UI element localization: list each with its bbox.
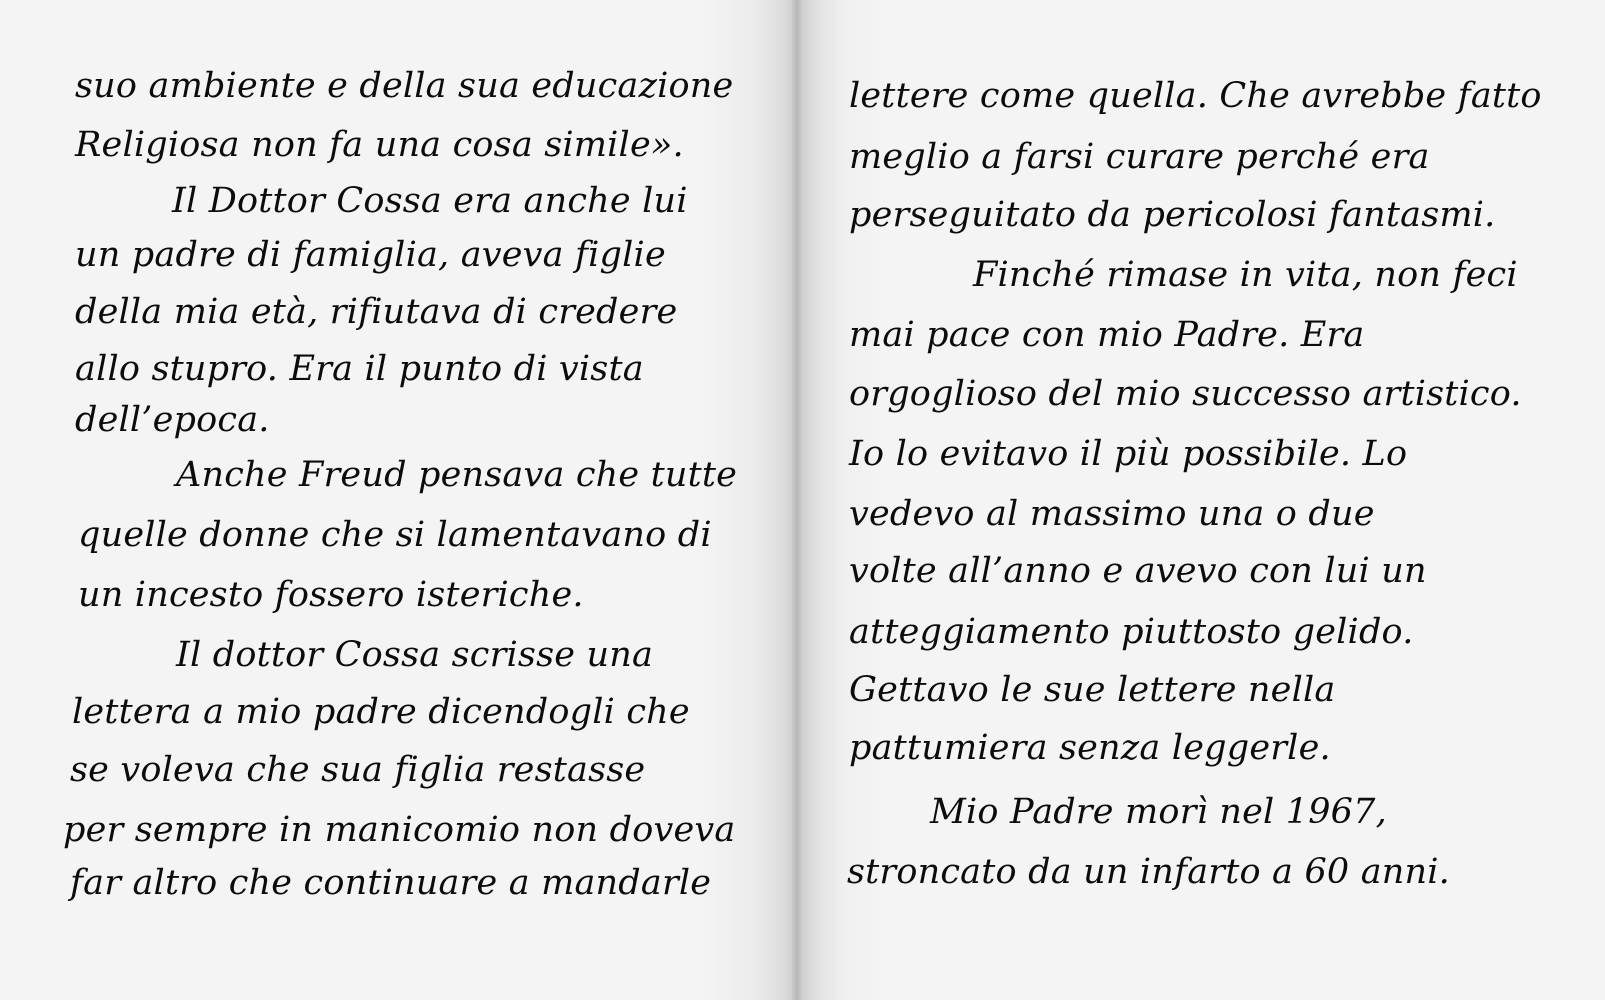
left-line: allo stupro. Era il punto di vista xyxy=(75,349,644,389)
right-line: Io lo evitavo il più possibile. Lo xyxy=(849,434,1408,474)
left-line: un padre di famiglia, aveva figlie xyxy=(75,235,666,275)
right-line: pattumiera senza leggerle. xyxy=(849,728,1331,768)
left-line: Anche Freud pensava che tutte xyxy=(176,455,738,495)
right-line: vedevo al massimo una o due xyxy=(849,494,1375,534)
left-line: dell’epoca. xyxy=(75,400,270,440)
left-line: far altro che continuare a mandarle xyxy=(70,863,712,903)
left-page-text xyxy=(0,0,792,1000)
right-line: lettere come quella. Che avrebbe fatto xyxy=(849,76,1542,116)
right-line: meglio a farsi curare perché era xyxy=(849,137,1430,177)
left-line: Il dottor Cossa scrisse una xyxy=(176,635,654,675)
left-line: Il Dottor Cossa era anche lui xyxy=(172,181,688,221)
left-line: Religiosa non fa una cosa simile». xyxy=(75,125,684,165)
book-gutter xyxy=(792,0,802,1000)
right-line: mai pace con mio Padre. Era xyxy=(849,315,1365,355)
right-line: orgoglioso del mio successo artistico. xyxy=(849,374,1522,414)
left-line: suo ambiente e della sua educazione xyxy=(75,66,734,106)
right-line: Finché rimase in vita, non feci xyxy=(973,255,1518,295)
right-line: perseguitato da pericolosi fantasmi. xyxy=(849,195,1496,235)
right-line: volte all’anno e avevo con lui un xyxy=(849,551,1427,591)
left-line: quelle donne che si lamentavano di xyxy=(78,515,712,555)
left-line: un incesto fossero isteriche. xyxy=(78,575,584,615)
left-line: per sempre in manicomio non doveva xyxy=(63,810,736,850)
right-line: Mio Padre morì nel 1967, xyxy=(930,792,1387,832)
right-line: stroncato da un infarto a 60 anni. xyxy=(847,852,1450,892)
left-line: della mia età, rifiutava di credere xyxy=(75,292,678,332)
right-line: atteggiamento piuttosto gelido. xyxy=(849,612,1414,652)
left-line: se voleva che sua figlia restasse xyxy=(70,750,646,790)
left-page xyxy=(0,0,792,1000)
left-line: lettera a mio padre dicendogli che xyxy=(72,692,690,732)
right-line: Gettavo le sue lettere nella xyxy=(849,670,1336,710)
right-page-text xyxy=(802,0,1605,1000)
right-page xyxy=(802,0,1605,1000)
